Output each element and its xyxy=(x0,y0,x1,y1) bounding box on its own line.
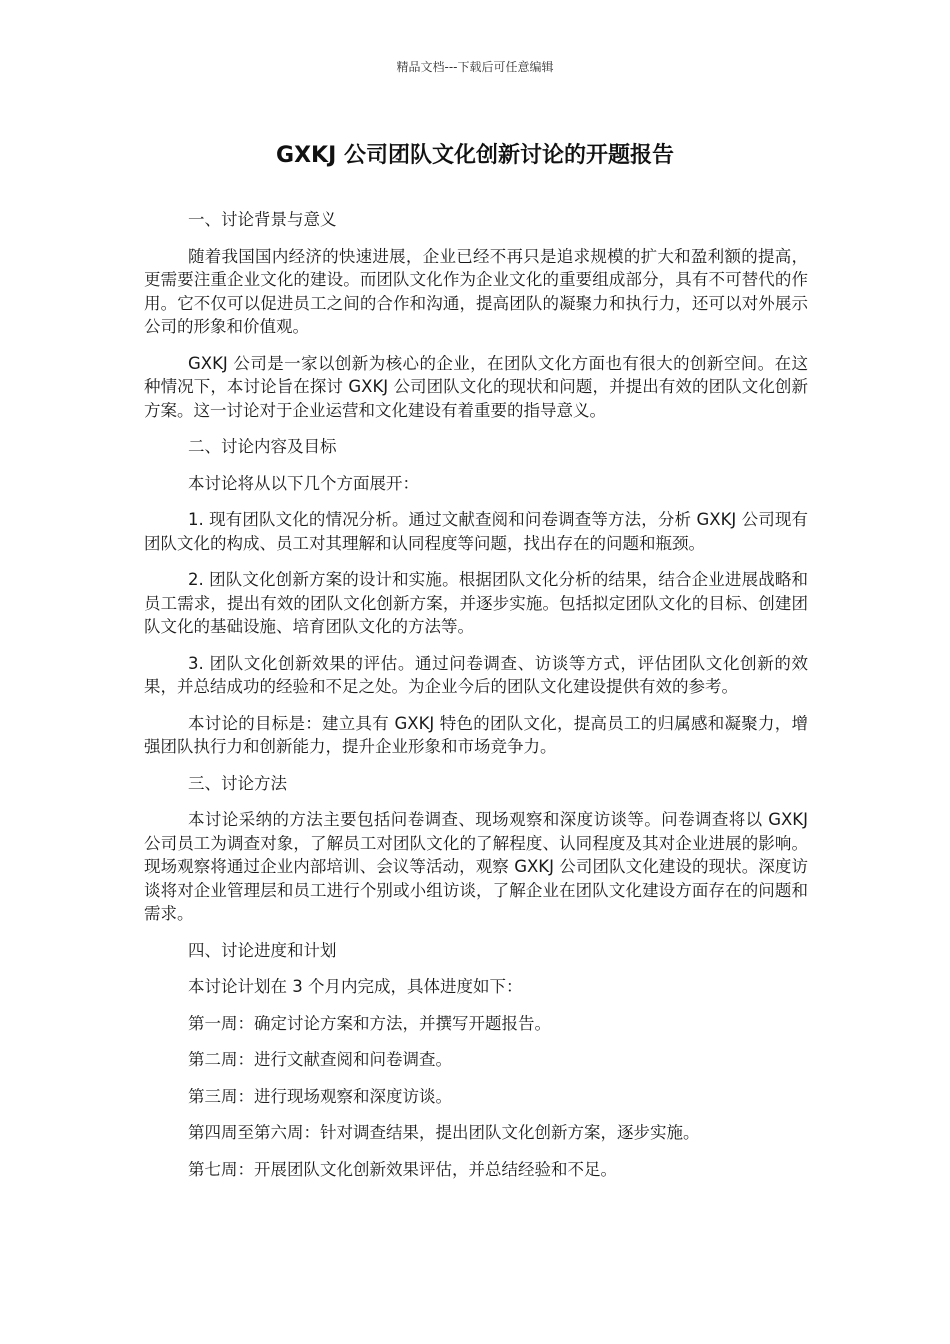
document-title: GXKJ 公司团队文化创新讨论的开题报告 xyxy=(276,143,674,168)
paragraph-background: 随着我国国内经济的快速进展，企业已经不再只是追求规模的扩大和盈利额的提高，更需要注重企业文化的建设。而团队文化作为企业文化的重要组成部分，具有不可替代的作用。它不仅可以促进员工之间的合作和沟通，提高团队的凝聚力和执行力，还可以对外展示公司的形象和价值观。 xyxy=(144,246,808,336)
paragraph-aspects-intro: 本讨论将从以下几个方面展开： xyxy=(188,473,419,493)
section-heading-content-goals: 二、讨论内容及目标 xyxy=(188,437,337,456)
page-header: 精品文档---下载后可任意编辑 xyxy=(396,60,554,74)
paragraph-aspect-1: 1. 现有团队文化的情况分析。通过文献查阅和问卷调查等方法，分析 GXKJ 公司现有团队文化的构成、员工对其理解和认同程度等问题，找出存在的问题和瓶颈。 xyxy=(144,510,808,553)
schedule-item-week-4-6: 第四周至第六周：针对调查结果，提出团队文化创新方案，逐步实施。 xyxy=(188,1123,700,1142)
paragraph-aspect-2: 2. 团队文化创新方案的设计和实施。根据团队文化分析的结果，结合企业进展战略和员工需求，提出有效的团队文化创新方案，并逐步实施。包括拟定团队文化的目标、创建团队文化的基础设施、培育团队文化的方法等。 xyxy=(144,570,808,636)
paragraph-methods: 本讨论采纳的方法主要包括问卷调查、现场观察和深度访谈等。问卷调查将以 GXKJ 公司员工为调查对象，了解员工对团队文化的了解程度、认同程度及其对企业进展的影响。现场观察将通过企业内部培训、会议等活动，观察 GXKJ 公司团队文化建设的现状。深度访谈将对企业管理层和员工进行个别或小组访谈，了解企业在团队文化建设方面存在的问题和需求。 xyxy=(144,810,808,923)
schedule-item-week-7: 第七周：开展团队文化创新效果评估，并总结经验和不足。 xyxy=(188,1159,617,1179)
paragraph-schedule-intro: 本讨论计划在 3 个月内完成，具体进度如下： xyxy=(188,977,523,996)
paragraph-goals: 本讨论的目标是：建立具有 GXKJ 特色的团队文化，提高员工的归属感和凝聚力，增强团队执行力和创新能力，提升企业形象和市场竞争力。 xyxy=(144,713,808,756)
schedule-item-week-1: 第一周：确定讨论方案和方法，并撰写开题报告。 xyxy=(188,1013,551,1033)
section-heading-schedule: 四、讨论进度和计划 xyxy=(188,940,337,960)
section-heading-background: 一、讨论背景与意义 xyxy=(188,210,337,229)
paragraph-company-intro: GXKJ 公司是一家以创新为核心的企业，在团队文化方面也有很大的创新空间。在这种情况下，本讨论旨在探讨 GXKJ 公司团队文化的现状和问题，并提出有效的团队文化创新方案。这一讨论对于企业运营和文化建设有着重要的指导意义。 xyxy=(144,353,808,420)
document-body xyxy=(144,208,808,1194)
paragraph-aspect-3: 3. 团队文化创新效果的评估。通过问卷调查、访谈等方式，评估团队文化创新的效果，并总结成功的经验和不足之处。为企业今后的团队文化建设提供有效的参考。 xyxy=(144,653,808,696)
schedule-item-week-2: 第二周：进行文献查阅和问卷调查。 xyxy=(188,1050,452,1069)
schedule-item-week-3: 第三周：进行现场观察和深度访谈。 xyxy=(188,1086,452,1106)
section-heading-methods: 三、讨论方法 xyxy=(188,773,287,793)
